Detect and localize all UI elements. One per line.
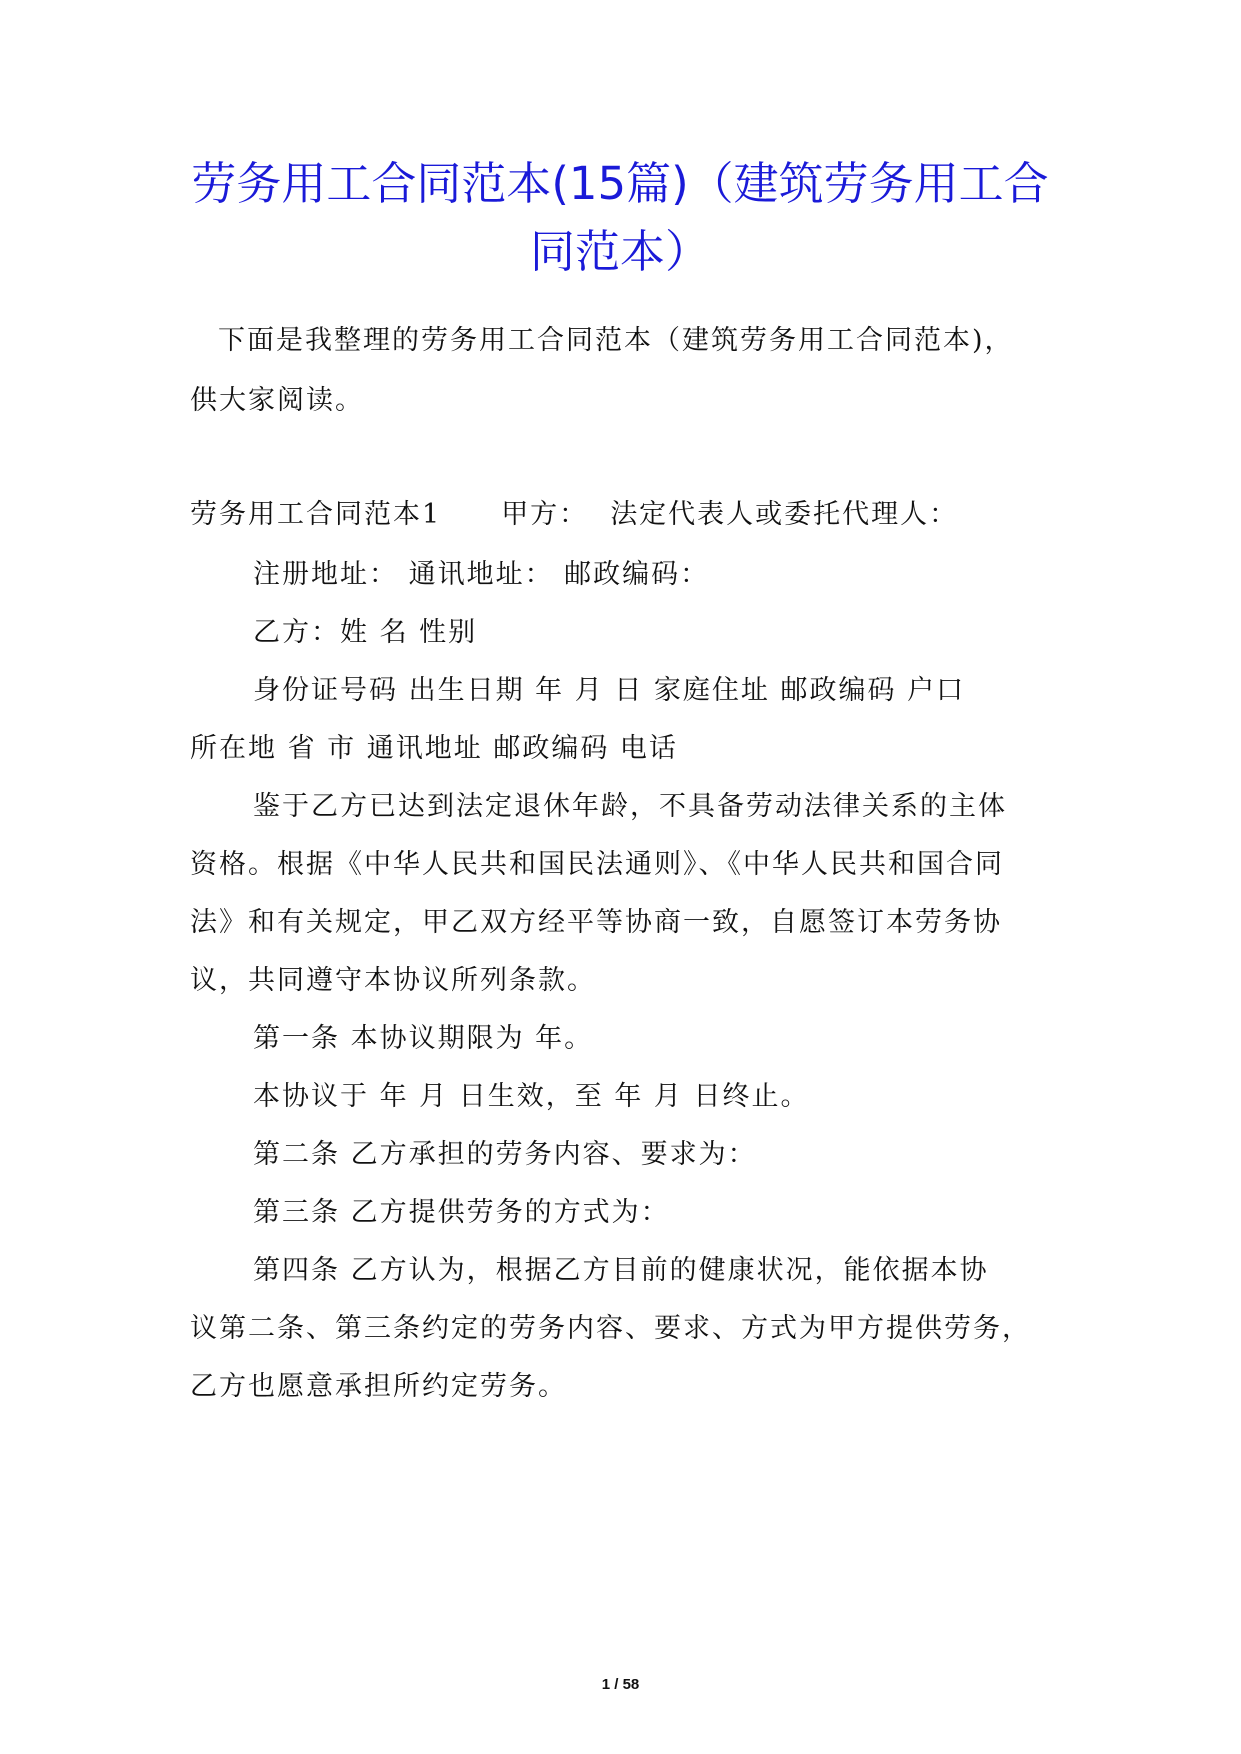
article1-term: 本协议于 年 月 日生效，至 年 月 日终止。 [253,1081,810,1112]
id-info-line1: 身份证号码 出生日期 年 月 日 家庭住址 邮政编码 户口 [253,675,966,706]
party-b-line: 乙方：姓 名 性别 [253,617,478,648]
preamble-line3: 法》和有关规定，甲乙双方经平等协商一致，自愿签订本劳务协 [190,907,1002,938]
document-title [150,150,1090,286]
document-title-line1: 劳务用工合同范本(15篇)（建筑劳务用工合 [191,157,1049,210]
preamble-line4: 议，共同遵守本协议所列条款。 [190,965,596,996]
article4-line3: 乙方也愿意承担所约定劳务。 [190,1371,567,1402]
article1: 第一条 本协议期限为 年。 [253,1023,594,1054]
article2: 第二条 乙方承担的劳务内容、要求为： [253,1139,757,1170]
preamble-line2: 资格。根据《中华人民共和国民法通则》、《中华人民共和国合同 [190,849,1004,880]
article4-line1: 第四条 乙方认为，根据乙方目前的健康状况，能依据本协 [253,1255,989,1286]
party-a-label: 甲方： [501,499,589,530]
page-number: 1 / 58 [601,1676,640,1693]
registered-address-line: 注册地址： 通讯地址： 邮政编码： [253,559,710,590]
section-heading-line [190,482,1070,547]
intro-line1: 下面是我整理的劳务用工合同范本（建筑劳务用工合同范本)， [218,325,1014,356]
intro-line2: 供大家阅读。 [190,385,364,416]
section-heading: 劳务用工合同范本1 [190,499,442,530]
preamble-line1: 鉴于乙方已达到法定退休年龄，不具备劳动法律关系的主体 [253,791,1007,822]
party-a-representative: 法定代表人或委托代理人： [610,499,959,530]
article3: 第三条 乙方提供劳务的方式为： [253,1197,670,1228]
id-info-line2: 所在地 省 市 通讯地址 邮政编码 电话 [190,733,678,764]
document-title-line2: 同范本） [529,225,710,278]
article4-line2: 议第二条、第三条约定的劳务内容、要求、方式为甲方提供劳务， [190,1313,1031,1344]
